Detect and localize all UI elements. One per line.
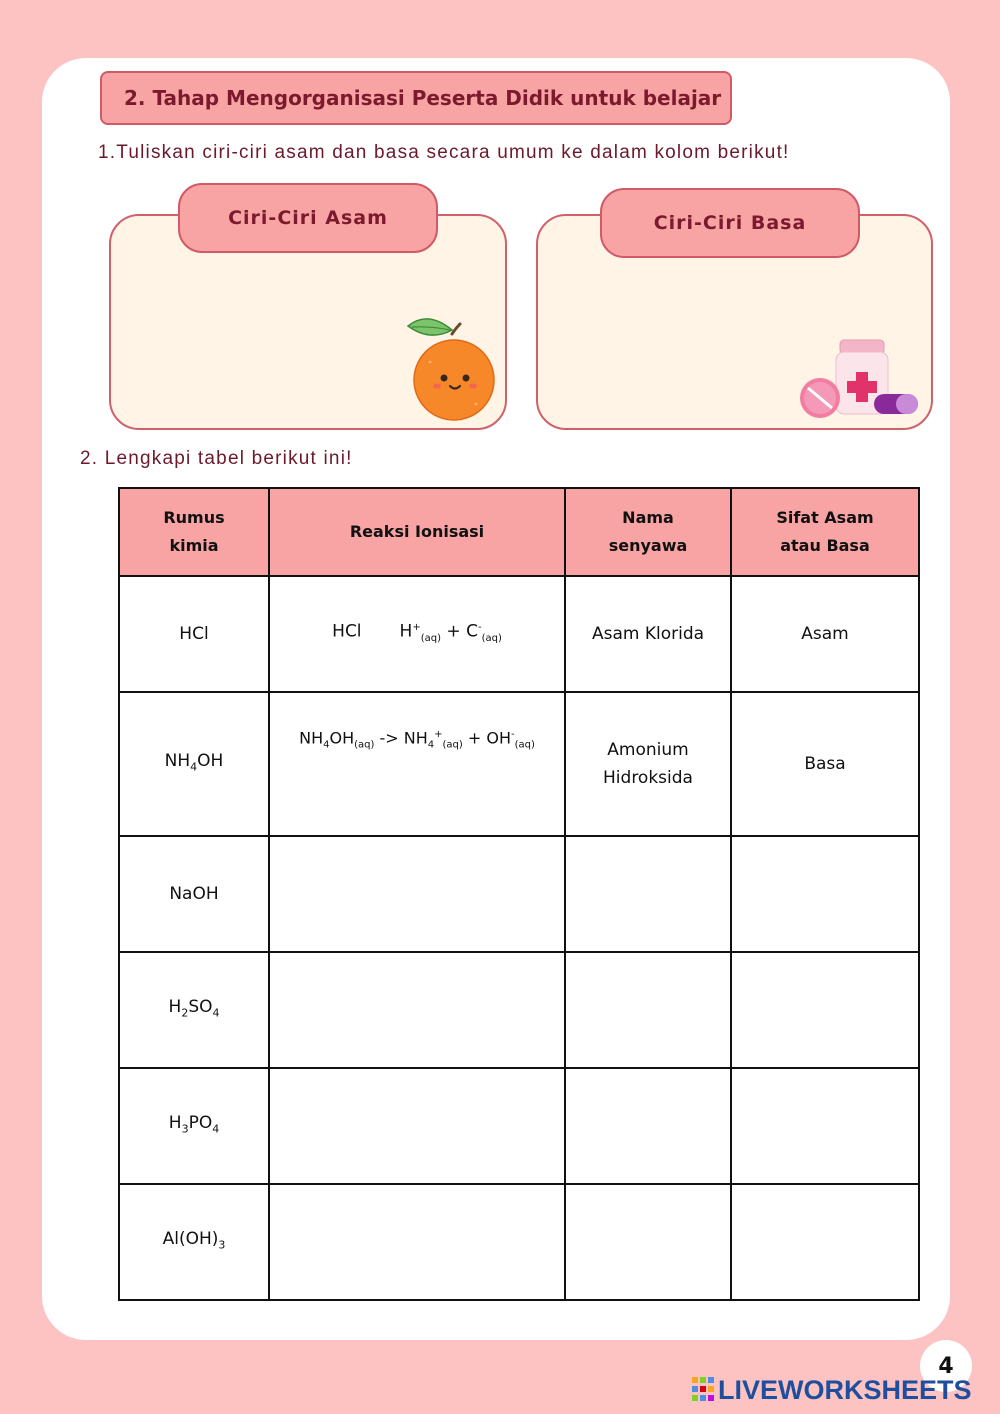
reaction-sub: (aq) [354, 739, 375, 751]
reaction-term: OH [486, 728, 511, 748]
section-title: 2. Tahap Mengorganisasi Peserta Didik untuk belajar [100, 71, 732, 125]
reaction-cell[interactable] [269, 576, 565, 692]
reaction-cell[interactable] [269, 952, 565, 1068]
question-1-number: 1. [98, 142, 117, 163]
name-cell[interactable]: Asam Klorida [565, 576, 731, 692]
reaction-cell[interactable] [269, 1068, 565, 1184]
formula-cell: NaOH [119, 836, 269, 952]
question-1-text: Tuliskan ciri-ciri asam dan basa secara umum ke dalam kolom berikut! [116, 142, 790, 163]
reaction-sup: - [511, 729, 515, 740]
formula-part: SO [188, 996, 213, 1017]
formula-part: H [168, 996, 182, 1017]
reaction-sub: (aq) [420, 633, 442, 645]
liveworksheets-logo-icon [692, 1377, 714, 1403]
formula-sub: 3 [181, 1122, 189, 1136]
reaction-cell[interactable] [269, 1184, 565, 1300]
reaction-cell[interactable] [269, 692, 565, 836]
reaction-sup: + [434, 729, 443, 740]
reaction-term: C [466, 622, 478, 643]
property-cell[interactable] [731, 836, 919, 952]
name-cell[interactable] [565, 1068, 731, 1184]
property-cell[interactable] [731, 952, 919, 1068]
header-label: Nama [622, 508, 674, 527]
formula-part: PO [188, 1112, 213, 1133]
header-nama-senyawa [565, 488, 731, 576]
property-cell[interactable]: Asam [731, 576, 919, 692]
reaction-lhs: HCl [332, 622, 362, 643]
reaction-sup: - [477, 622, 482, 634]
liveworksheets-brand[interactable] [692, 1374, 972, 1406]
header-label: Rumus [163, 508, 225, 527]
table-row [119, 952, 919, 1068]
reaction-term: H [399, 622, 413, 643]
reaction-term: NH [299, 728, 324, 748]
reaction-sub: 4 [323, 739, 330, 751]
orange-fruit-icon [400, 312, 500, 422]
table-row [119, 1068, 919, 1184]
formula-part: Al(OH) [162, 1228, 219, 1249]
formula-cell: HCl [119, 576, 269, 692]
header-sifat [731, 488, 919, 576]
reaction-arrow: -> [374, 728, 404, 748]
table-header-row [119, 488, 919, 576]
question-2: 2. Lengkapi tabel berikut ini! [80, 448, 353, 469]
name-cell[interactable] [565, 952, 731, 1068]
header-label: kimia [169, 536, 219, 555]
header-label: senyawa [608, 536, 688, 555]
page-number: 4 [920, 1340, 972, 1392]
table-row [119, 1184, 919, 1300]
name-line: Hidroksida [603, 768, 693, 788]
header-label: atau Basa [780, 536, 870, 555]
reaction-term: OH [329, 728, 355, 748]
question-1 [98, 142, 790, 164]
header-reaksi-ionisasi: Reaksi Ionisasi [269, 488, 565, 576]
property-cell[interactable] [731, 1068, 919, 1184]
reaction-sub: (aq) [442, 739, 463, 751]
reaction-sub: 4 [427, 739, 435, 751]
reaction-cell[interactable] [269, 836, 565, 952]
table-row [119, 576, 919, 692]
reaction-plus: + [446, 622, 467, 643]
formula-sub: 3 [218, 1238, 226, 1252]
formula-cell [119, 1184, 269, 1300]
brand-text: LIVEWORKSHEETS [718, 1374, 972, 1405]
table-row [119, 836, 919, 952]
formula-cell [119, 952, 269, 1068]
formula-cell [119, 692, 269, 836]
reaction-plus: + [462, 728, 487, 748]
header-rumus-kimia [119, 488, 269, 576]
header-label: Sifat Asam [776, 508, 874, 527]
name-cell[interactable] [565, 692, 731, 836]
reaction-term: NH [403, 728, 428, 748]
formula-part: H [168, 1112, 182, 1133]
property-cell[interactable]: Basa [731, 692, 919, 836]
property-cell[interactable] [731, 1184, 919, 1300]
name-cell[interactable] [565, 1184, 731, 1300]
medicine-bottle-icon [798, 338, 922, 422]
formula-cell [119, 1068, 269, 1184]
table-row [119, 692, 919, 836]
basa-card-title: Ciri-Ciri Basa [600, 188, 860, 258]
asam-card-title: Ciri-Ciri Asam [178, 183, 438, 253]
formula-part: OH [197, 750, 224, 771]
formula-sub: 4 [212, 1006, 220, 1020]
formula-sub: 2 [181, 1006, 189, 1020]
reaction-sup: + [412, 622, 421, 634]
formula-sub: 4 [212, 1122, 220, 1136]
formula-part: NH [164, 750, 191, 771]
name-cell[interactable] [565, 836, 731, 952]
reaction-sub: (aq) [514, 739, 535, 751]
ionization-table [118, 487, 920, 1301]
name-line: Amonium [607, 740, 689, 760]
reaction-sub: (aq) [481, 633, 502, 645]
formula-sub: 4 [190, 760, 198, 774]
